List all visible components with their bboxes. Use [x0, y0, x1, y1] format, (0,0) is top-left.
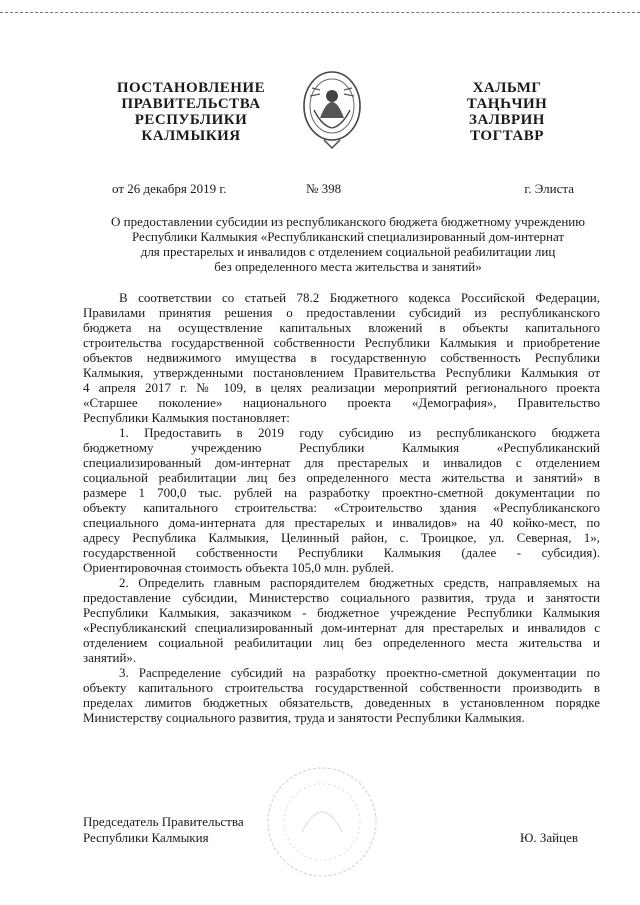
- document-title: [96, 214, 600, 274]
- body-line: размере 1 700,0 тыс. рублей на разработку проектно-сметной документации по: [83, 485, 600, 500]
- body-line: занятий».: [83, 650, 137, 665]
- header-right-line: ХАЛЬМГ: [472, 80, 542, 96]
- signature-position-line: Республики Калмыкия: [83, 830, 209, 845]
- document-city: г. Элиста: [524, 181, 574, 196]
- top-border-line: [0, 12, 640, 13]
- body-line: социальной реабилитации лиц без определенного места жительства и занятий» в: [83, 470, 600, 485]
- document-body: [83, 290, 600, 725]
- header-left-title: [96, 80, 286, 144]
- document-date: от 26 декабря 2019 г.: [112, 181, 227, 196]
- header-right-line: ЗАЛВРИН: [469, 112, 545, 128]
- body-line: специального дома-интерната для престарелых и инвалидов» на 40 койко-мест, по: [83, 515, 600, 530]
- body-line: Республики Калмыкия постановляет:: [83, 410, 290, 425]
- body-line: бюджетному учреждению Республики Калмыкия «Республиканский: [83, 440, 600, 455]
- body-line: 1. Предоставить в 2019 году субсидию из республиканского бюджета: [119, 425, 600, 440]
- body-line: 4 апреля 2017 г. № 109, в целях реализации мероприятий регионального проекта: [83, 380, 600, 395]
- body-line: объекту капитального строительства государственной собственности производить в: [83, 680, 600, 695]
- title-line: для престарелых и инвалидов с отделением социальной реабилитации лиц: [140, 244, 556, 259]
- seal-stamp: [262, 762, 382, 882]
- title-line: без определенного места жительства и занятий»: [214, 259, 482, 274]
- body-line: Министерству социального развития, труда и занятости Республики Калмыкия.: [83, 710, 525, 725]
- header-left-line: РЕСПУБЛИКИ: [134, 112, 248, 128]
- signature-name: Ю. Зайцев: [520, 830, 578, 845]
- title-line: О предоставлении субсидии из республиканского бюджета бюджетному учреждению: [111, 214, 585, 229]
- header-left-line: КАЛМЫКИЯ: [141, 128, 241, 144]
- body-line: «Республиканский специализированный дом-интернат для престарелых и инвалидов с: [83, 620, 600, 635]
- body-line: государственной собственности Республики Калмыкия (далее - субсидия).: [83, 545, 600, 560]
- document-number: № 398: [306, 181, 342, 196]
- body-line: адресу Республика Калмыкия, Целинный район, с. Троицкое, ул. Северная, 1»,: [83, 530, 600, 545]
- body-line: Ориентировочная стоимость объекта 105,0 млн. рублей.: [83, 560, 394, 575]
- body-line: 3. Распределение субсидий на разработку проектно-сметной документации по: [119, 665, 600, 680]
- body-line: отделением социальной реабилитации лиц без определенного места жительства и: [83, 635, 600, 650]
- header-right-line: ТАҢҺЧИН: [466, 96, 548, 112]
- body-line: 2. Определить главным распорядителем бюджетных средств, направляемых на: [119, 575, 600, 590]
- body-line: Правилами принятия решения о предоставлении субсидий из республиканского: [83, 305, 600, 320]
- body-line: предоставление субсидии, Министерство социального развития, труда и занятости: [83, 590, 600, 605]
- signature-position: [83, 814, 244, 846]
- body-line: «Старшее поколение» национального проекта «Демография», Правительство: [83, 395, 600, 410]
- body-line: специализированный дом-интернат для престарелых и инвалидов с отделением: [83, 455, 600, 470]
- body-line: пределах лимитов бюджетных обязательств, доведенных в установленном порядке: [83, 695, 600, 710]
- body-line: В соответствии со статьей 78.2 Бюджетного кодекса Российской Федерации,: [119, 290, 600, 305]
- title-line: Республики Калмыкия «Республиканский специализированный дом-интернат: [131, 229, 565, 244]
- body-line: объектов недвижимого имущества в государственную собственность Республики: [83, 350, 600, 365]
- body-line: строительства государственной собственности Республики Калмыкия и приобретение: [83, 335, 600, 350]
- body-line: объекту капитального строительства: «Строительство здания «Республиканского: [83, 500, 600, 515]
- body-line: Республики Калмыкия, заказчиком - бюджетное учреждение Республики Калмыкия: [83, 605, 600, 620]
- header-left-line: ПОСТАНОВЛЕНИЕ: [116, 80, 266, 96]
- header-right-line: ТОГТАВР: [470, 128, 544, 144]
- header-right-title: [452, 80, 562, 144]
- body-line: бюджета на осуществление капитальных вложений в объекты капитального: [83, 320, 600, 335]
- header-left-line: ПРАВИТЕЛЬСТВА: [121, 96, 261, 112]
- signature-position-line: Председатель Правительства: [83, 814, 244, 829]
- body-line: Калмыкия, утвержденными постановлением Правительства Республики Калмыкия от: [83, 365, 600, 380]
- coat-of-arms-emblem: [300, 66, 364, 152]
